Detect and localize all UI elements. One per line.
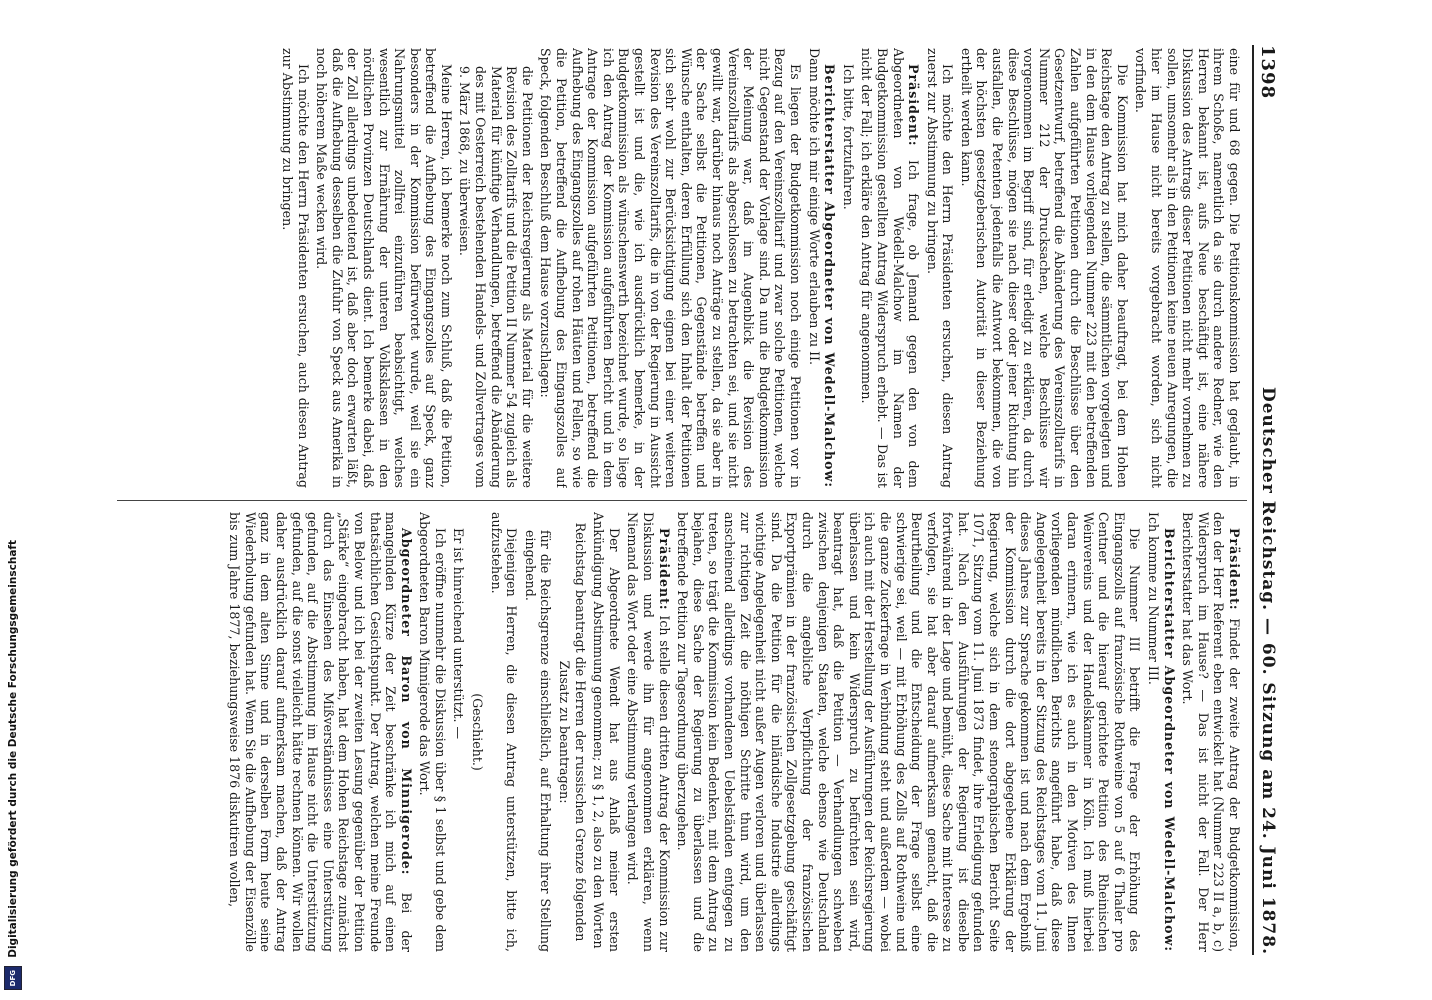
speaker-president: Präsident: — [1227, 528, 1242, 611]
reporter-text: Ich komme zu Nummer III. — [1146, 512, 1162, 685]
right-president2-paragraph-4: Diejenigen Herren, die diesen Antrag unterstützen, bitte ich, aufzustehen. — [488, 512, 520, 952]
credit-text: Digitalisierung gefördert durch die Deutsche Forschungsgemeinschaft — [7, 540, 19, 958]
speaker-president: Präsident: — [656, 528, 672, 611]
left-president-continuation: Ich bitte, fortzufahren. — [840, 64, 856, 210]
right-president2-paragraph-1: Der Abgeordnete Wendt hat aus Anlaß meiner ersten Ankündigung Abstimmung genommen; zu § 1, 2, also zu den Worten — [591, 512, 622, 952]
right-open-paragraph: Ich eröffne nunmehr die Diskussion über § 1 selbst und gebe dem Abgeordneten Baron Minnigerode das Wort. — [417, 512, 448, 952]
dfg-logo-text: DFG — [9, 969, 17, 987]
left-tail-paragraph-1: Meine Herren, ich bemerke noch zum Schluß, daß die Petition, betreffend die Aufhebung des Eingangszolles auf Speck, ganz besonders in der Kommission befürwortet wurde, weil sie ein Nahrungsmittel zollfrei einzuführen beabsichtigt, welches wesentlich zur Ernährung der unteren Volksklassen in den nördlichen Provinzen Deutschlands dient. Ich bemerke dabei, daß der Zoll allerdings unbedeutend ist, daß aber doch erwarten läßt, daß die Aufhebung desselben die Zufuhr von Speck aus Amerika in noch höherem Maße wecken wird. — [314, 48, 454, 488]
speaker-minnigerode: Abgeordneter Baron von Minnigerode: — [398, 528, 414, 876]
right-president2-statement — [625, 512, 672, 952]
left-reporter-paragraph: Es liegen der Budgetkommission noch einige Petitionen vor in Bezug auf den Vereinszolltarif und zwar solche Petitionen, welche nicht Gegenstand der Vorlage sind. Da nun die Budgetkommission der Meinung war, daß im Augenblick die Revision des Vereinszolltarifs als abgeschlossen zu betrachten sei, und sie nicht gewillt war, darüber hinaus noch Anträge zu stellen, da sie aber in der Sache selbst die Petitionen, Gegenstände betreffen und Wünsche enthalten, deren Erfüllung sich den Inhalt der Petitionen sich sehr wohl zur Berücksichtigung eignen bei einer weiteren Revision des Vereinszolltarifs, die in von der Regierung in Aussicht gestellt ist und die, wie ich ausdrücklich bemerke, in der Budgetkommission als wünschenswerth bezeichnet wurde, so liege ich den Antrag der Kommission aufgeführten Bericht und in dem Antrage der Kommission aufgeführten Petitionen, betreffend die Aufhebung des Eingangszolles auf rohen Häuten und Fellen, so wie die Petition, betreffend die Aufhebung des Eingangszolles auf Speck, folgenden Beschluß dem Hause vorzuschlagen: — [538, 48, 803, 488]
speaker-reporter: Berichterstatter Abgeordneter von Wedell-Malchow: — [1161, 528, 1177, 952]
header-rule — [1252, 45, 1254, 955]
dfg-logo — [4, 966, 22, 990]
right-reporter-statement — [1145, 512, 1176, 952]
left-reporter-statement — [806, 48, 837, 488]
reporter-text: Dann möchte ich mir einige Worte erlauben zu II. — [806, 48, 822, 366]
left-tail-paragraph-2: Ich möchte den Herrn Präsidenten ersuchen, auch diesen Antrag zur Abstimmung zu bringen. — [279, 48, 311, 488]
right-president2-paragraph-2: Reichstag beantragt die Herren der russischen Grenze folgenden Zusatz zu beantragen: — [557, 522, 588, 942]
left-paragraph-2: Die Kommission hat mich daher beauftragt, bei dem Hohen Reichstage den Antrag zu stellen, die sämmtlichen vorgelegten und in den dem Hause vorliegenden Nummer 223 mit den betreffenden Zahlen aufgeführten Petitionen durch die Beschlüsse über den Gesetzentwurf, betreffend die Abänderung des Vereinszolltarifs in Nummer 212 der Drucksachen, welche Beschlüsse wir vorgenommen im Begriff sind, für erledigt zu erklären, da durch diese Beschlüsse, mögen sie nach dieser oder jener Richtung hin ausfallen, die Petenten jedenfalls die Antwort bekommen, die von der höchsten gesetzgeberischen Autorität in dieser Beziehung ertheilt werden kann. — [958, 48, 1130, 488]
support-note: Er ist hinreichend unterstützt. — — [451, 528, 467, 740]
president-text: Findet der zweite Antrag der Budgetkommission, den der Herr Referent eben entwickelt hat (Nummer 223 II a, b, c) Widerspruch im Hause? — Das ist nicht der Fall. Der Herr Berichterstatter hat das Wort. — [1180, 512, 1242, 952]
right-president-statement — [1180, 512, 1242, 952]
left-resolution: die Petitionen der Reichsregierung als Material für die weitere Revision des Zolltarifs und die Petition II Nummer 54 zugleich als Material für künftige Verhandlungen, betreffend die Abänderung des mit Oesterreich bestehenden Handels- und Zollvertrages vom 9. März 1868, zu überweisen. — [457, 66, 535, 488]
stage-direction: (Geschieht.) — [470, 693, 486, 771]
left-column — [122, 48, 1242, 488]
column-divider — [117, 500, 1247, 501]
right-reporter-paragraph: Die Nummer III betrifft die Frage der Erhöhung des Eingangszolls auf französische Rothweine von 5 auf 6 Thaler pro Centner und die hierauf gerichtete Petition des Rheinischen Weinvereins und der Handelskammer in Köln. Ich muß hierbei daran erinnern, wie ich es auch in den Motiven des Ihnen vorliegenden mündlichen Berichts angeführt habe, daß diese Angelegenheit bereits in der Sitzung des Reichstages vom 11. Juni dieses Jahres zur Sprache gekommen ist und nach dem Ergebniß der Kommission durch die dort abgegebene Erklärung der Regierung, welche sich in dem stenographischen Bericht Seite 1071, Sitzung vom 11. Juni 1873 findet, ihre Erledigung gefunden hat. Nach den Ausführungen der Regierung ist dieselbe fortwährend in der Lage und bemüht, diese Sache mit Interesse zu verfolgen, sie hat aber darauf aufmerksam gemacht, daß die Beurtheilung und die Entscheidung der Frage selbst eine schwierige sei, weil — mit Erhöhung des Zolls auf Rothweine und die ganze Zuckerfrage in Verbindung steht und außerdem — wobei ich auch mit der Herstellung der Ausführungen der Reichsregierung überlassen und kein Widerspruch zu befürchten sein wird, beantragt hat, daß die Petition — Verhandlungen schweben zwischen denjenigen Staaten, welche ebenso wie Deutschland durch die angebliche Verpflichtung der französischen Exportprämien in der französischen Zollgesetzgebung geschäftigt sind. Da die Petition für die inländische Industrie allerdings wichtige Angelegenheit nicht außer Augen verloren und überlassen zur richtigen Zeit die nöthigen Schritte thun wird, um den anscheinend allerdings vorhandenen Uebelständen entgegen zu treten, so trägt die Kommission kein Bedenken, mit dem Antrag zu bejahen, diese Sache der Regierung zu überlassen und die betreffende Petition zur Tagesordnung überzugehen. — [675, 512, 1143, 952]
president-text: Ich frage, ob Jemand gegen den von dem Abgeordneten von Wedell-Malchow im Namen der Budgetkommission gestellten Antrag Widerspruch erhebt. — Das ist nicht der Fall; ich erkläre den Antrag für angenommen. — [859, 48, 922, 488]
digitization-credit — [2, 50, 24, 990]
president-text: Ich stelle diesen dritten Antrag der Kommission zur Diskussion und werde ihn für angenommen erklären, wenn Niemand das Wort oder eine Abstimmung verlangen wird. — [625, 512, 672, 952]
left-paragraph-1: eine für und 68 gegen. Die Petitionskommission hat geglaubt, in ihrem Schoße, namentlich da sie durch andere Redner, wie den Herren bekannt ist, aufs Neue beschäftigt ist, eine nähere Diskussion des Antrags dieser Petitionen nicht mehr vornehmen zu sollen, umsomehr als in den Petitionen keine neuen Anregungen, die hier im Hause nicht bereits vorgebracht worden, sich nicht vorfinden. — [1133, 48, 1242, 488]
speaker-president: Präsident: — [906, 64, 922, 147]
right-minnigerode-statement — [227, 512, 414, 952]
speaker-reporter: Berichterstatter Abgeordneter von Wedell-Malchow: — [822, 64, 838, 488]
right-column — [122, 512, 1242, 952]
right-president2-paragraph-3: für die Reichsgrenze einschließlich, auf Erhaltung ihrer Stellung eingehend. — [522, 530, 554, 952]
left-president-statement — [859, 48, 921, 488]
left-paragraph-3: Ich möchte den Herrn Präsidenten ersuchen, diesen Antrag zuerst zur Abstimmung zu bringen. — [924, 48, 956, 488]
page-title: Deutscher Reichstag. — 60. Sitzung am 24. Juni 1878. — [1258, 387, 1278, 955]
minnigerode-text: Bei der mangelnden Kürze der Zeit beschränke ich mich auf einen thatsächlichen Gesichtspunkt. Der Antrag, welchen meine Freunde von Below und ich bei der zweiten Lesung gegenüber der Petition „Stärke“ eingebracht haben, hat dem Hohen Reichstage zunächst durch das Einsehen des Mißverständnisses eine Unterstützung gefunden, auf die Abstimmung im Hause nicht die Unterstützung gefunden, auf die sonst vielleicht hätte rechnen können. Wir wollen daher ausdrücklich darauf aufmerksam machen, daß der Antrag ganz in dem alten Sinne und in derselben Form heute seine Wiederholung gefunden hat. Wenn Sie die Aufhebung der Eisenzölle bis zum Jahre 1877, beziehungsweise 1876 diskutiren wollen, — [227, 512, 414, 952]
page-number: 1398 — [1257, 45, 1279, 100]
page-header — [1254, 45, 1282, 955]
